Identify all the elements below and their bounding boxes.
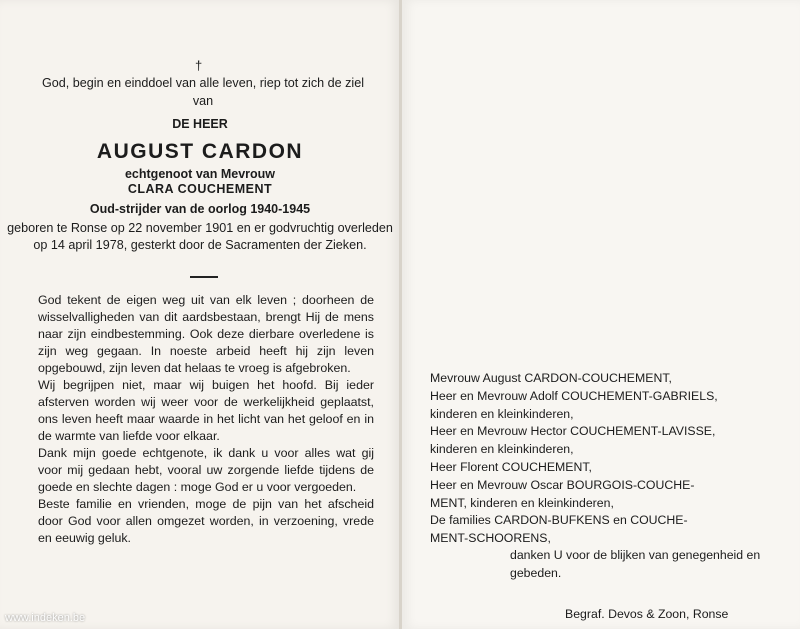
veteran-line: Oud-strijder van de oorlog 1940-1945 bbox=[89, 202, 311, 216]
family-line: MENT, kinderen en kleinkinderen, bbox=[430, 495, 614, 510]
divider-line bbox=[190, 276, 218, 278]
family-line: Heer en Mevrouw Oscar BOURGOIS-COUCHE- bbox=[430, 477, 695, 492]
paragraph: Wij begrijpen niet, maar wij buigen het hoofd. Bij ieder afsterven worden wij weer voor de werkelijkheid geplaatst, ons leven heeft maar waarde in het licht van het geloof en in de warmte van liefde voor elkaar. bbox=[38, 378, 374, 443]
family-line: Heer Florent COUCHEMENT, bbox=[430, 459, 592, 474]
family-line: Heer en Mevrouw Adolf COUCHEMENT-GABRIELS, bbox=[430, 388, 718, 403]
watermark: www.indeken.be bbox=[5, 612, 86, 624]
family-line: Mevrouw August CARDON-COUCHEMENT, bbox=[430, 371, 672, 385]
honorific-title: DE HEER bbox=[172, 117, 228, 131]
family-list bbox=[430, 370, 770, 548]
paragraph: God tekent de eigen weg uit van elk leven ; doorheen de wisselvalligheden van dit aardsbestaan, brengt Hij de mens naar zijn eindbestemming. Ook deze dierbare overledene is zijn weg gegaan. In noeste arbeid heeft hij zijn leven opgebouwd, zijn leven dat helaas te vroeg is afgebroken. bbox=[38, 293, 374, 375]
family-line: Heer en Mevrouw Hector COUCHEMENT-LAVISSE, bbox=[430, 424, 716, 439]
family-line: De families CARDON-BUFKENS en COUCHE- bbox=[430, 513, 688, 528]
family-line: kinderen en kleinkinderen, bbox=[430, 406, 574, 421]
printer-credit: Begraf. Devos & Zoon, Ronse bbox=[565, 607, 729, 621]
cross-symbol: † bbox=[195, 58, 203, 73]
intro-text: God, begin en einddoel van alle leven, riep tot zich de ziel van bbox=[41, 76, 365, 108]
deceased-name: AUGUST CARDON bbox=[96, 140, 304, 163]
family-line: MENT-SCHOORENS, bbox=[430, 531, 551, 546]
family-line: kinderen en kleinkinderen, bbox=[430, 442, 574, 457]
spouse-name: CLARA COUCHEMENT bbox=[127, 182, 273, 196]
thanks-text: danken U voor de blijken van genegenheid en gebeden. bbox=[510, 548, 761, 580]
body-text bbox=[38, 292, 374, 547]
spouse-line: echtgenoot van Mevrouw bbox=[124, 167, 276, 181]
paragraph: Beste familie en vrienden, moge de pijn van het afscheid door God voor allen omgezet worden, in verzoening, vrede en eeuwig geluk. bbox=[38, 497, 374, 545]
birth-death-text: geboren te Ronse op 22 november 1901 en er godvruchtig overleden op 14 april 1978, gesterkt door de Sacramenten der Zieken. bbox=[7, 221, 393, 252]
paragraph: Dank mijn goede echtgenote, ik dank u voor alles wat gij voor mij gedaan hebt, vooral uw zorgende liefde tijdens de goede en slechte dagen : moge God er u voor vergoeden. bbox=[38, 446, 374, 494]
